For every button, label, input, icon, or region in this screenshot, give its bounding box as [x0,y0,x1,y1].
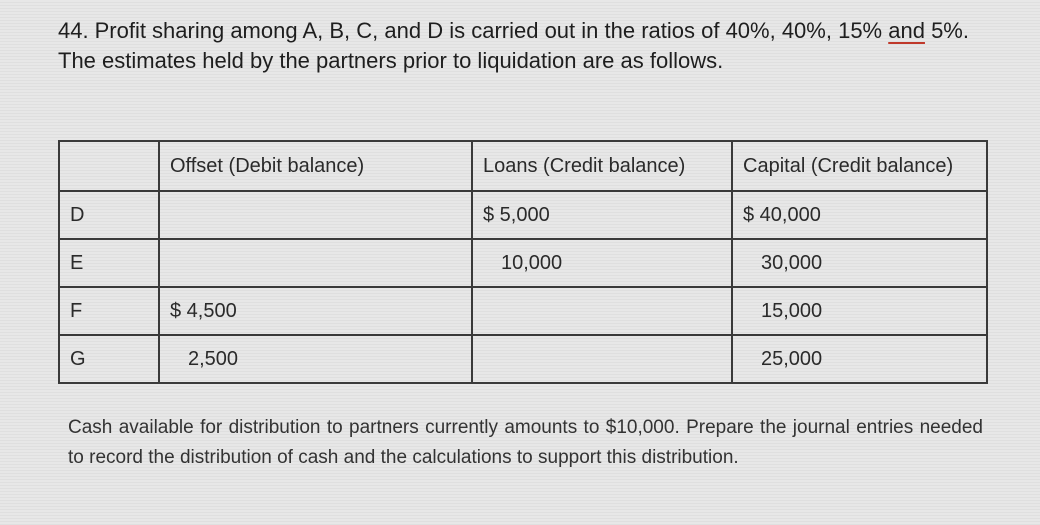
offset-cell [159,239,472,287]
partner-cell: D [59,191,159,239]
partner-cell: G [59,335,159,383]
offset-cell: $ 4,500 [159,287,472,335]
header-offset: Offset (Debit balance) [159,141,472,191]
loans-cell [472,335,732,383]
question-text [58,16,998,76]
capital-cell: $ 40,000 [732,191,987,239]
header-capital: Capital (Credit balance) [732,141,987,191]
question-text-part2: 5%. The estimates held by the partners prior to liquidation are as follows. [58,18,969,73]
capital-cell: 25,000 [732,335,987,383]
table-row [59,191,987,239]
table-row [59,239,987,287]
capital-cell: 15,000 [732,287,987,335]
offset-cell: 2,500 [159,335,472,383]
partner-cell: E [59,239,159,287]
offset-cell [159,191,472,239]
table-header-row [59,141,987,191]
capital-cell: 30,000 [732,239,987,287]
loans-cell: 10,000 [472,239,732,287]
header-loans: Loans (Credit balance) [472,141,732,191]
loans-cell [472,287,732,335]
question-text-part1: Profit sharing among A, B, C, and D is carried out in the ratios of 40%, 40%, 15% [94,18,889,43]
table-row [59,335,987,383]
table-row [59,287,987,335]
header-partner [59,141,159,191]
partner-cell: F [59,287,159,335]
loans-cell: $ 5,000 [472,191,732,239]
instructions-text: Cash available for distribution to partners currently amounts to $10,000. Prepare the journal entries needed to record the distribution of cash and the calculations to support this distribution. [68,417,983,468]
spellcheck-underlined-word: and [888,18,925,43]
question-number: 44. [58,18,89,43]
partner-balances-table [58,140,988,384]
